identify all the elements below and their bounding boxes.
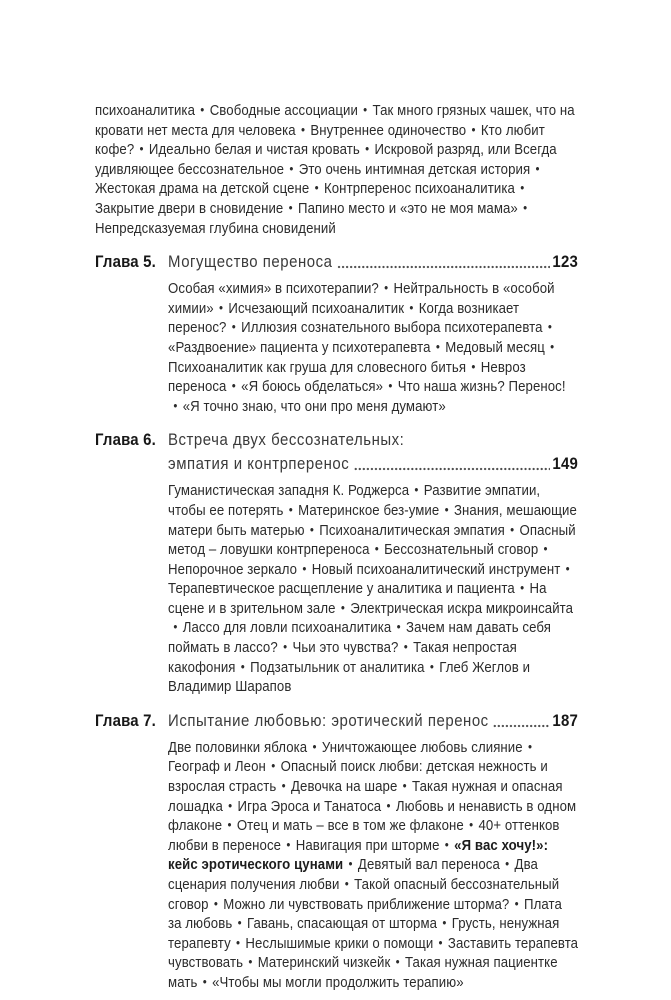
bullet-separator: •: [173, 619, 178, 635]
bullet-separator: •: [240, 658, 245, 674]
chapter-title: эмпатия и контрперенос: [168, 454, 350, 474]
topic: 40+ оттенков любви в переносе: [168, 817, 560, 854]
topic: Психоаналитик как груша для словесного битья: [168, 358, 467, 376]
topic: Материнский чизкейк: [257, 954, 391, 972]
topic: Можно ли чувствовать приближение шторма?: [223, 895, 510, 913]
bullet-separator: •: [429, 658, 434, 674]
topic: Уничтожающее любовь слияние: [321, 738, 523, 756]
toc-content: [95, 96, 578, 993]
topic: Зачем нам давать себя поймать в лассо?: [168, 619, 551, 657]
topic: Неслышимые крики о помощи: [245, 934, 434, 952]
bullet-separator: •: [523, 199, 528, 215]
dot-leader: [354, 467, 550, 471]
chapter-label: Глава 5.: [95, 252, 156, 272]
bullet-separator: •: [384, 280, 389, 296]
topic: Девятый вал переноса: [357, 856, 500, 874]
toc-continuation-topics: [95, 101, 578, 238]
bullet-separator: •: [550, 338, 555, 354]
topic: Так много грязных чашек, что на кровати нет места для человека: [95, 102, 575, 139]
topic: Свободные ассоциации: [209, 102, 358, 119]
chapter-block: [95, 428, 578, 697]
topic: Кто любит кофе?: [95, 121, 545, 159]
page-number: 187: [552, 710, 579, 730]
topic: Терапевтическое расщепление у аналитика и пациента: [168, 580, 515, 598]
topic: Плата за любовь: [168, 895, 562, 933]
bullet-separator: •: [271, 758, 276, 774]
topic: Электрическая искра микроинсайта: [350, 599, 574, 617]
topic: Идеально белая и чистая кровать: [148, 141, 360, 159]
bullet-separator: •: [442, 915, 447, 931]
topic: Исчезающий психоаналитик: [228, 299, 405, 317]
bullet-separator: •: [213, 895, 218, 911]
topic: Материнское без-умие: [298, 501, 440, 519]
topic: Невроз переноса: [168, 358, 526, 396]
bullet-separator: •: [200, 102, 205, 117]
chapter-body: [168, 709, 578, 993]
bullet-separator: •: [471, 358, 476, 374]
bullet-separator: •: [173, 397, 178, 413]
bullet-separator: •: [309, 521, 314, 537]
chapters: [95, 250, 578, 992]
topic: Географ и Леон: [168, 758, 266, 776]
chapter-title-row: [168, 452, 578, 476]
chapter-title-row: [168, 709, 578, 733]
bullet-separator: •: [348, 856, 353, 872]
bullet-separator: •: [505, 856, 510, 872]
bullet-separator: •: [395, 954, 400, 970]
topic: Медовый месяц: [445, 338, 545, 356]
topic: Закрытие двери в сновидение: [95, 199, 284, 217]
bullet-separator: •: [435, 338, 440, 354]
chapter-title: Встреча двух бессознательных:: [168, 430, 405, 450]
bullet-separator: •: [312, 738, 317, 754]
bullet-separator: •: [565, 560, 570, 576]
topic: Такая нужная и опасная лошадка: [168, 778, 563, 815]
bullet-separator: •: [414, 482, 419, 498]
chapter-title-lines: [168, 250, 578, 274]
topic: Что наша жизнь? Перенос!: [397, 378, 566, 396]
bullet-separator: •: [535, 160, 540, 176]
topic: Чьи это чувства?: [292, 639, 399, 657]
chapter-block: [95, 250, 578, 416]
chapter-title: Испытание любовью: эротический перенос: [168, 710, 489, 730]
chapter-block: [95, 709, 578, 993]
page-number: 123: [552, 252, 579, 272]
bullet-separator: •: [396, 619, 401, 635]
bullet-separator: •: [547, 319, 552, 335]
bullet-separator: •: [444, 836, 449, 852]
topic: На сцене и в зрительном зале: [168, 580, 547, 617]
bullet-separator: •: [340, 599, 345, 615]
topic: Заставить терапевта чувствовать: [168, 934, 579, 972]
bullet-separator: •: [510, 521, 515, 537]
chapter-body: [168, 250, 578, 416]
topic: Опасный метод – ловушки контрпереноса: [168, 521, 576, 559]
bullet-separator: •: [363, 102, 368, 117]
topic: «Чтобы мы могли продолжить терапию»: [212, 973, 464, 991]
topic: Папино место и «это не моя мама»: [298, 199, 518, 217]
bullet-separator: •: [365, 141, 370, 157]
topic: Внутреннее одиночество: [310, 121, 467, 139]
topic: Такая непростая какофония: [168, 639, 517, 676]
topic: Непорочное зеркало: [168, 560, 298, 578]
topic: Глеб Жеглов и Владимир Шарапов: [168, 658, 531, 696]
topic: Две половинки яблока: [168, 738, 308, 756]
bullet-separator: •: [403, 639, 408, 655]
topic: Гуманистическая западня К. Роджерса: [168, 482, 410, 500]
bullet-separator: •: [469, 817, 474, 833]
bullet-separator: •: [388, 378, 393, 394]
topic: Девочка на шаре: [291, 778, 398, 796]
dot-leader: [337, 265, 550, 269]
topic: «Раздвоение» пациента у психотерапевта: [168, 338, 431, 356]
topic: психоаналитика: [95, 102, 196, 119]
chapter-title-row: [168, 250, 578, 274]
topic: Особая «химия» в психотерапии?: [168, 280, 379, 298]
topic: «Я боюсь обделаться»: [241, 378, 384, 396]
topic: «Я точно знаю, что они про меня думают»: [182, 397, 446, 415]
bullet-separator: •: [283, 639, 288, 655]
bullet-separator: •: [438, 934, 443, 950]
bullet-separator: •: [288, 501, 293, 517]
topic: Игра Эроса и Танатоса: [237, 797, 382, 815]
bullet-separator: •: [520, 580, 525, 596]
bullet-separator: •: [409, 299, 414, 315]
topic: Искровой разряд, или Всегда удивляющее бессознательное: [95, 141, 557, 178]
topic: Жестокая драма на детской сцене: [95, 180, 310, 198]
topic: Бессознательный сговор: [384, 541, 539, 559]
topic: Любовь и ненависть в одном флаконе: [168, 797, 577, 835]
topic: Навигация при шторме: [295, 836, 440, 854]
topic: Контрперенос психоаналитика: [323, 180, 515, 198]
bullet-separator: •: [139, 141, 144, 157]
bullet-separator: •: [228, 797, 233, 813]
dot-leader: [493, 724, 550, 728]
topic: Нейтральность в «особой химии»: [168, 280, 555, 317]
chapter-title-lines: [168, 428, 578, 476]
chapter-topics: [168, 738, 578, 993]
bullet-separator: •: [374, 541, 379, 557]
topic: Психоаналитическая эмпатия: [319, 521, 505, 539]
topic: Это очень интимная детская история: [298, 160, 531, 178]
bullet-separator: •: [231, 319, 236, 335]
chapter-body: [168, 428, 578, 697]
bullet-separator: •: [236, 934, 241, 950]
bullet-separator: •: [302, 560, 307, 576]
topic: Грусть, ненужная терапевту: [168, 915, 560, 952]
bullet-separator: •: [444, 501, 449, 517]
bullet-separator: •: [314, 180, 319, 196]
chapter-title: Могущество переноса: [168, 252, 333, 272]
bullet-separator: •: [288, 199, 293, 215]
topic: Такая нужная пациентке мать: [168, 954, 558, 991]
bullet-separator: •: [289, 160, 294, 176]
topic: Отец и мать – все в том же флаконе: [236, 817, 464, 835]
bullet-separator: •: [471, 121, 476, 137]
chapter-topics: [168, 279, 578, 416]
topic: Когда возникает перенос?: [168, 299, 520, 337]
bullet-separator: •: [248, 954, 253, 970]
bullet-separator: •: [514, 895, 519, 911]
topic: Новый психоаналитический инструмент: [311, 560, 561, 578]
chapter-label: Глава 6.: [95, 430, 156, 450]
bullet-separator: •: [344, 876, 349, 891]
bullet-separator: •: [386, 797, 391, 813]
bullet-separator: •: [301, 121, 306, 137]
topic: Опасный поиск любви: детская нежность и взрослая страсть: [168, 758, 548, 796]
topic: Иллюзия сознательного выбора психотерапевта: [241, 319, 543, 337]
bullet-separator: •: [281, 778, 286, 794]
bullet-separator: •: [286, 836, 291, 852]
topic: Непредсказуемая глубина сновидений: [95, 219, 336, 237]
topic: Такой опасный бессознательный сговор: [168, 876, 560, 913]
topic: «Я вас хочу!»: кейс эротического цунами: [168, 836, 549, 874]
chapter-title-lines: [168, 709, 578, 733]
topic: Лассо для ловли психоаналитика: [182, 619, 392, 637]
bullet-separator: •: [227, 817, 232, 833]
topic: Два сценария получения любви: [168, 856, 538, 893]
bullet-separator: •: [543, 541, 548, 557]
topic: Гавань, спасающая от шторма: [246, 915, 438, 933]
bullet-separator: •: [231, 378, 236, 394]
page-number: 149: [552, 454, 579, 474]
topic: Знания, мешающие матери быть матерью: [168, 501, 577, 539]
bullet-separator: •: [527, 738, 533, 754]
topic: Подзатыльник от аналитика: [250, 658, 425, 676]
bullet-separator: •: [237, 915, 242, 931]
chapter-title-row: [168, 428, 578, 452]
chapter-label: Глава 7.: [95, 710, 156, 730]
bullet-separator: •: [402, 778, 407, 794]
bullet-separator: •: [520, 180, 525, 196]
bullet-separator: •: [202, 973, 207, 989]
bullet-separator: •: [218, 299, 224, 315]
topic: Развитие эмпатии, чтобы ее потерять: [168, 482, 541, 519]
chapter-topics: [168, 481, 578, 697]
